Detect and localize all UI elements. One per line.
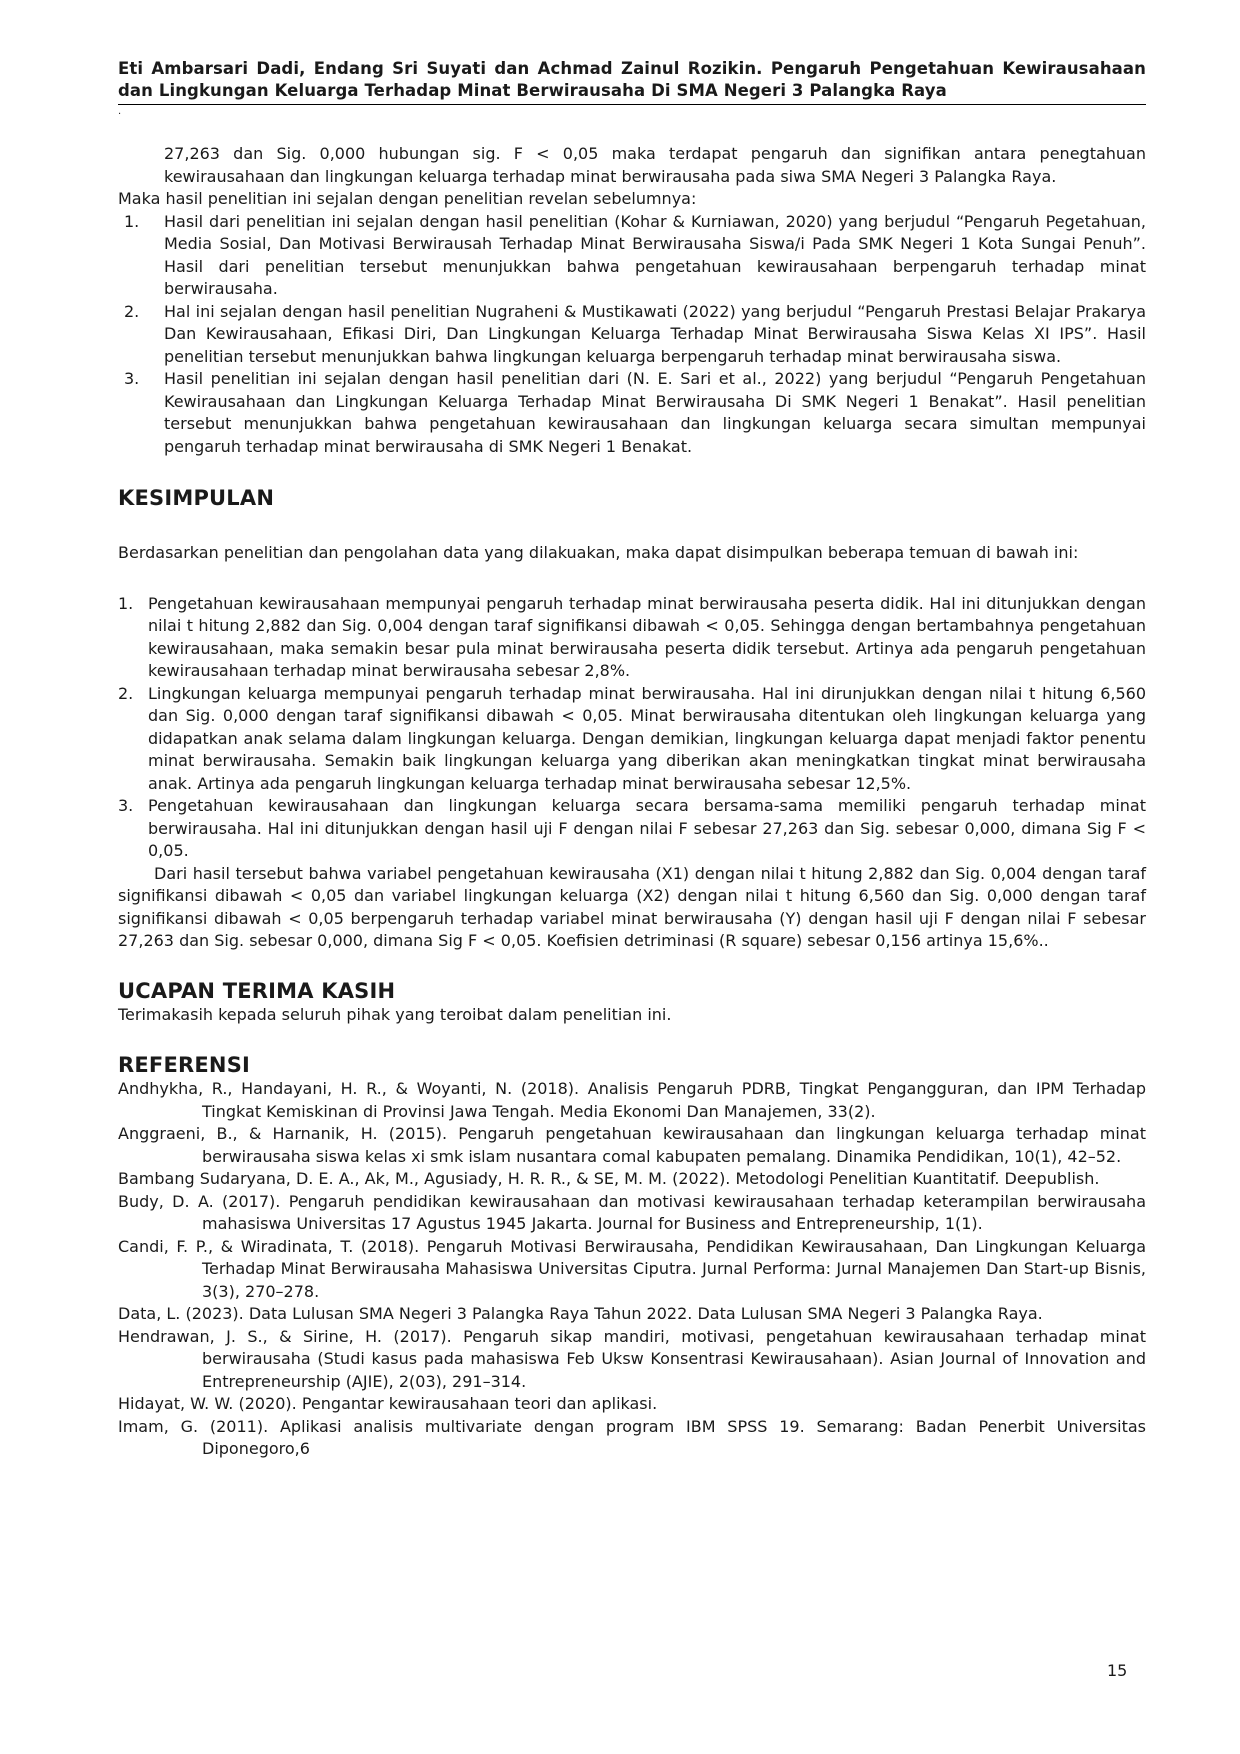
running-head: Eti Ambarsari Dadi, Endang Sri Suyati dan Achmad Zainul Rozikin. Pengaruh Pengetahuan Kewirausahaan dan Lingkungan Keluarga Terhadap Minat Berwirausaha Di SMA Negeri 3 Palangka Raya (118, 59, 1146, 100)
header-rule (118, 104, 1146, 105)
section-heading-kesimpulan: KESIMPULAN (118, 486, 275, 510)
ucapan-text: Terimakasih kepada seluruh pihak yang teroibat dalam penelitian ini. (118, 1004, 672, 1024)
reference-entry: Bambang Sudaryana, D. E. A., Ak, M., Agusiady, H. R. R., & SE, M. M. (2022). Metodologi Penelitian Kuantitatif. Deepublish. (118, 1169, 1100, 1188)
reference-entry: Budy, D. A. (2017). Pengaruh pendidikan kewirausahaan dan motivasi kewirausahaan terhadap keterampilan berwirausaha mahasiswa Universitas 17 Agustus 1945 Jakarta. Journal for Business and Entrepreneurship, 1(1). (118, 1191, 1146, 1233)
list-number: 1. (124, 211, 140, 231)
paper-page (118, 58, 1146, 1461)
kesimpulan-summary: Dari hasil tersebut bahwa variabel pengetahuan kewirausaha (X1) dengan nilai t hitung 2,882 dan Sig. 0,004 dengan taraf signifikansi dibawah < 0,05 dan variabel lingkungan keluarga (X2) dengan nilai t hitung 6,560 dan Sig. 0,000 dengan taraf signifikansi dibawah < 0,05 berpengaruh terhadap variabel minat berwirausaha (Y) dengan hasil uji F dengan nilai F sebesar 27,263 dan Sig. sebesar 0,000, dimana Sig F < 0,05. Koefisien detriminasi (R square) sebesar 0,156 artinya 15,6%.. (118, 863, 1146, 950)
page-number: 15 (1107, 1661, 1128, 1680)
body-text (118, 143, 1146, 1461)
list-item (118, 211, 1146, 301)
list-item (118, 301, 1146, 369)
list-item-text: Pengetahuan kewirausahaan dan lingkungan keluarga secara bersama-sama memiliki pengaruh terhadap minat berwirausaha. Hal ini ditunjukkan dengan hasil uji F dengan nilai F sebesar 27,263 dan Sig. sebesar 0,000, dimana Sig F < 0,05. (148, 796, 1146, 860)
reference-entry: Imam, G. (2011). Aplikasi analisis multivariate dengan program IBM SPSS 19. Semarang: Badan Penerbit Universitas Diponegoro,6 (118, 1416, 1146, 1458)
section-heading-ucapan: UCAPAN TERIMA KASIH (118, 978, 396, 1003)
list-item (118, 683, 1146, 796)
list-number: 2. (118, 683, 134, 703)
header-dot: . (118, 106, 122, 117)
list-item-text: Hal ini sejalan dengan hasil penelitian Nugraheni & Mustikawati (2022) yang berjudul “Pengaruh Prestasi Belajar Prakarya Dan Kewirausahaan, Efikasi Diri, Dan Lingkungan Keluarga Terhadap Minat Berwirausaha Siswa Kelas XI IPS”. Hasil penelitian tersebut menunjukkan bahwa lingkungan keluarga berpengaruh terhadap minat berwirausaha siswa. (164, 301, 1146, 366)
prior-research-list (118, 211, 1146, 459)
prior-research-intro: Maka hasil penelitian ini sejalan dengan penelitian revelan sebelumnya: (118, 189, 697, 208)
list-number: 3. (118, 796, 134, 815)
list-number: 3. (124, 369, 140, 388)
list-item (118, 593, 1146, 683)
reference-entry: Hendrawan, J. S., & Sirine, H. (2017). Pengaruh sikap mandiri, motivasi, pengetahuan kewirausahaan terhadap minat berwirausaha (Studi kasus pada mahasiswa Feb Uksw Konsentrasi Kewirausahaan). Asian Journal of Innovation and Entrepreneurship (AJIE), 2(03), 291–314. (118, 1326, 1146, 1391)
kesimpulan-list (118, 593, 1146, 863)
kesimpulan-intro: Berdasarkan penelitian dan pengolahan data yang dilakuakan, maka dapat disimpulkan beberapa temuan di bawah ini: (118, 543, 1079, 562)
list-item (118, 795, 1146, 863)
reference-entry: Hidayat, W. W. (2020). Pengantar kewirausahaan teori dan aplikasi. (118, 1394, 658, 1413)
reference-entry: Anggraeni, B., & Harnanik, H. (2015). Pengaruh pengetahuan kewirausahaan dan lingkungan keluarga terhadap minat berwirausaha siswa kelas xi smk islam nusantara comal kabupaten pemalang. Dinamika Pendidikan, 10(1), 42–52. (118, 1124, 1146, 1166)
list-number: 2. (124, 301, 140, 321)
reference-list (118, 1078, 1146, 1461)
reference-entry: Andhykha, R., Handayani, H. R., & Woyanti, N. (2018). Analisis Pengaruh PDRB, Tingkat Pengangguran, dan IPM Terhadap Tingkat Kemiskinan di Provinsi Jawa Tengah. Media Ekonomi Dan Manajemen, 33(2). (118, 1079, 1146, 1121)
reference-entry: Data, L. (2023). Data Lulusan SMA Negeri 3 Palangka Raya Tahun 2022. Data Lulusan SMA Negeri 3 Palangka Raya. (118, 1304, 1043, 1323)
reference-entry: Candi, F. P., & Wiradinata, T. (2018). Pengaruh Motivasi Berwirausaha, Pendidikan Kewirausahaan, Dan Lingkungan Keluarga Terhadap Minat Berwirausaha Mahasiswa Universitas Ciputra. Jurnal Performa: Jurnal Manajemen Dan Start-up Bisnis, 3(3), 270–278. (118, 1236, 1146, 1301)
list-item-text: Hasil dari penelitian ini sejalan dengan hasil penelitian (Kohar & Kurniawan, 2020) yang berjudul “Pengaruh Pegetahuan, Media Sosial, Dan Motivasi Berwirausah Terhadap Minat Berwirausaha Siswa/i Pada SMK Negeri 1 Kota Sungai Penuh”. Hasil dari penelitian tersebut menunjukkan bahwa pengetahuan kewirausahaan berpengaruh terhadap minat berwirausaha. (164, 211, 1146, 298)
list-number: 1. (118, 593, 134, 613)
section-heading-referensi: REFERENSI (118, 1053, 251, 1077)
list-item (118, 368, 1146, 458)
list-item-text: Hasil penelitian ini sejalan dengan hasil penelitian dari (N. E. Sari et al., 2022) yang berjudul “Pengaruh Pengetahuan Kewirausahaan dan Lingkungan Keluarga Terhadap Minat Berwirausaha Di SMK Negeri 1 Benakat”. Hasil penelitian tersebut menunjukkan bahwa pengetahuan kewirausahaan dan lingkungan keluarga secara simultan mempunyai pengaruh terhadap minat berwirausaha di SMK Negeri 1 Benakat. (164, 369, 1146, 456)
continuation-paragraph: 27,263 dan Sig. 0,000 hubungan sig. F < 0,05 maka terdapat pengaruh dan signifikan antara penegtahuan kewirausahaan dan lingkungan keluarga terhadap minat berwirausaha pada siwa SMA Negeri 3 Palangka Raya. (164, 144, 1146, 186)
list-item-text: Lingkungan keluarga mempunyai pengaruh terhadap minat berwirausaha. Hal ini dirunjukkan dengan nilai t hitung 6,560 dan Sig. 0,000 dengan taraf signifikansi dibawah < 0,05. Minat berwirausaha ditentukan oleh lingkungan keluarga yang didapatkan anak selama dalam lingkungan keluarga. Dengan demikian, lingkungan keluarga dapat menjadi faktor penentu minat berwirausaha. Semakin baik lingkungan keluarga yang diberikan akan meningkatkan tingkat minat berwirausaha anak. Artinya ada pengaruh lingkungan keluarga terhadap minat berwirausaha sebesar 12,5%. (148, 683, 1146, 793)
list-item-text: Pengetahuan kewirausahaan mempunyai pengaruh terhadap minat berwirausaha peserta didik. Hal ini ditunjukkan dengan nilai t hitung 2,882 dan Sig. 0,004 dengan taraf signifikansi dibawah < 0,05. Sehingga dengan bertambahnya pengetahuan kewirausahaan, maka semakin besar pula minat berwirausaha peserta didik tersebut. Artinya ada pengaruh pengetahuan kewirausahaan terhadap minat berwirausaha sebesar 2,8%. (148, 593, 1146, 680)
